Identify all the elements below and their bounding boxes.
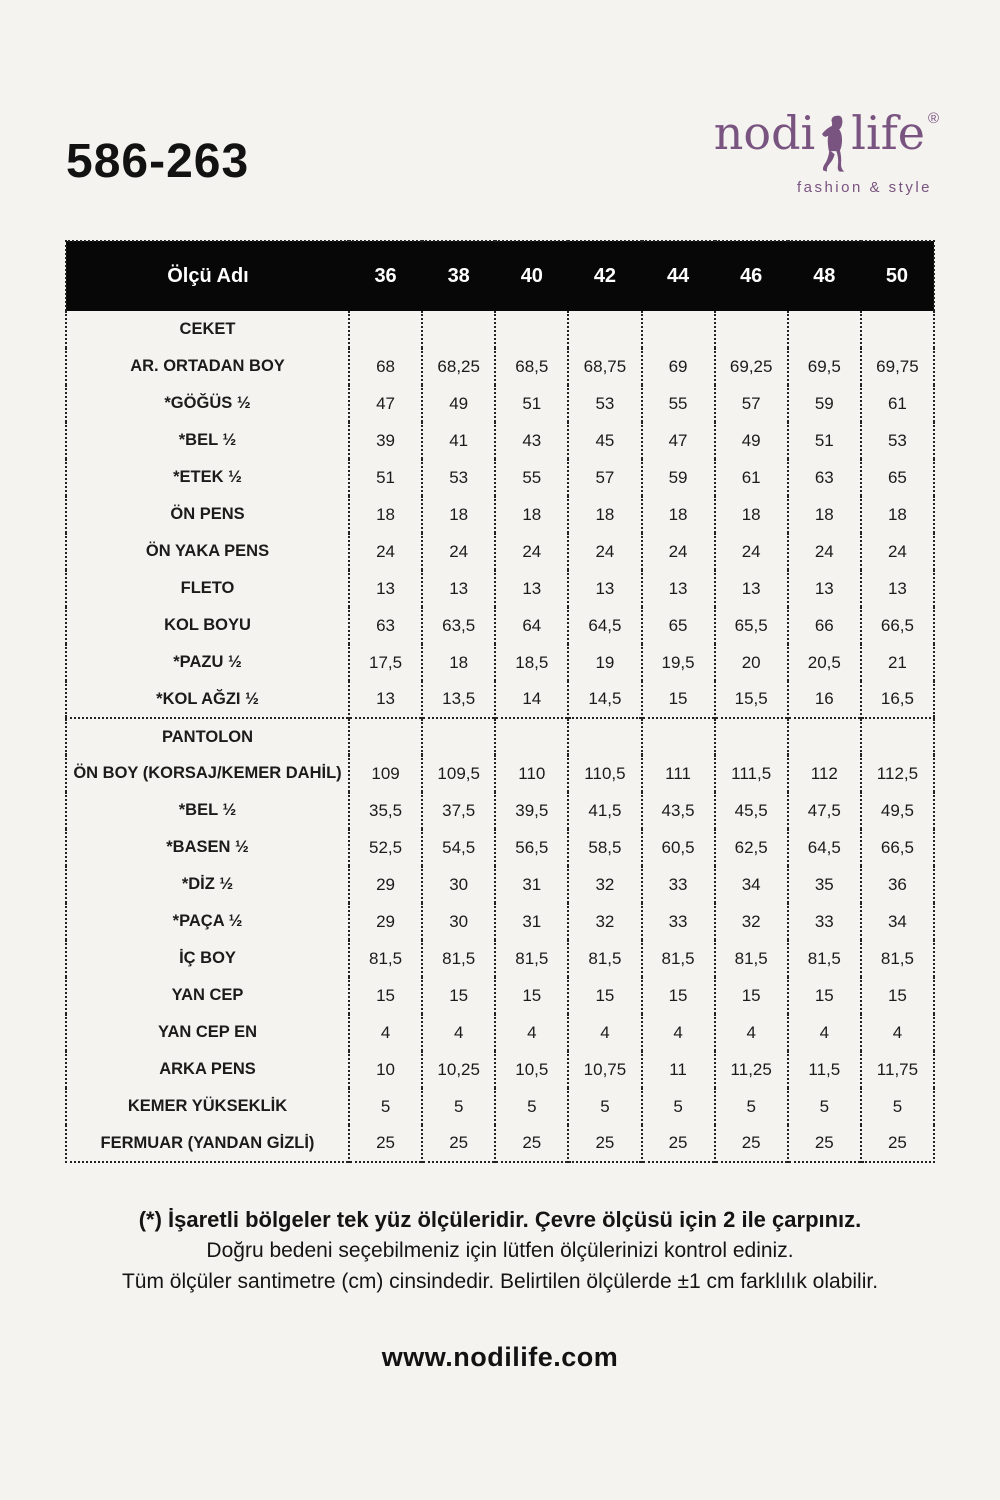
measurement-value: 33 xyxy=(788,903,861,940)
measurement-value: 68 xyxy=(349,348,422,385)
measurement-value: 43,5 xyxy=(642,792,715,829)
measurement-value: 18 xyxy=(422,644,495,681)
measurement-label: AR. ORTADAN BOY xyxy=(130,357,285,375)
size-table-header xyxy=(66,241,934,311)
measurement-value: 25 xyxy=(642,1125,715,1162)
measurement-row xyxy=(66,385,934,422)
measurement-value: 61 xyxy=(861,385,934,422)
measurement-value: 47 xyxy=(642,422,715,459)
measurement-value: 64,5 xyxy=(788,829,861,866)
measurement-row xyxy=(66,681,934,718)
measurement-value: 18 xyxy=(861,496,934,533)
measurement-value: 81,5 xyxy=(861,940,934,977)
measurement-value: 51 xyxy=(788,422,861,459)
measurement-value: 32 xyxy=(568,903,641,940)
measurement-value: 17,5 xyxy=(349,644,422,681)
measurement-value: 49 xyxy=(715,422,788,459)
measurement-value: 81,5 xyxy=(349,940,422,977)
measurement-value: 35,5 xyxy=(349,792,422,829)
measurement-value: 43 xyxy=(495,422,568,459)
size-column-header: 50 xyxy=(885,265,909,287)
measurement-label: *DİZ ½ xyxy=(181,875,234,893)
measurement-notes xyxy=(0,1204,1000,1297)
measurement-value: 24 xyxy=(349,533,422,570)
size-table-body xyxy=(66,311,934,1162)
measurement-value: 5 xyxy=(715,1088,788,1125)
measurement-value: 14 xyxy=(495,681,568,718)
logo-text-life: life xyxy=(851,106,925,160)
measurement-value: 112 xyxy=(788,755,861,792)
measurement-value: 37,5 xyxy=(422,792,495,829)
measurement-value: 110,5 xyxy=(568,755,641,792)
measurement-value: 5 xyxy=(349,1088,422,1125)
product-code: 586-263 xyxy=(66,135,250,188)
measurement-value: 59 xyxy=(788,385,861,422)
measurement-label: KOL BOYU xyxy=(164,616,251,634)
measurement-value: 11,25 xyxy=(715,1051,788,1088)
measurement-value: 13 xyxy=(788,570,861,607)
measurement-label: ÖN PENS xyxy=(170,505,245,523)
measurement-value: 25 xyxy=(422,1125,495,1162)
measurement-value: 64,5 xyxy=(568,607,641,644)
measurement-label: *PAÇA ½ xyxy=(172,912,243,930)
measurement-row xyxy=(66,977,934,1014)
measurement-value: 63 xyxy=(349,607,422,644)
measurement-value: 4 xyxy=(568,1014,641,1051)
measurement-value: 39,5 xyxy=(495,792,568,829)
measurement-row xyxy=(66,940,934,977)
logo-text-nodi: nodi xyxy=(713,106,816,160)
measurement-value: 24 xyxy=(495,533,568,570)
note-asterisk-explanation: (*) İşaretli bölgeler tek yüz ölçüleridir. Çevre ölçüsü için 2 ile çarpınız. xyxy=(138,1207,862,1232)
measurement-label: FERMUAR (YANDAN GİZLİ) xyxy=(100,1133,315,1152)
measurement-value: 18,5 xyxy=(495,644,568,681)
woman-silhouette-icon xyxy=(818,110,850,182)
measurement-label: *BASEN ½ xyxy=(166,838,249,856)
measurement-label: ÖN YAKA PENS xyxy=(145,542,270,560)
measurement-value: 55 xyxy=(495,459,568,496)
measurement-value: 54,5 xyxy=(422,829,495,866)
measurement-value: 15 xyxy=(715,977,788,1014)
measurement-value: 10,75 xyxy=(568,1051,641,1088)
measurement-value: 63,5 xyxy=(422,607,495,644)
measurement-value: 69 xyxy=(642,348,715,385)
measurement-value: 47 xyxy=(349,385,422,422)
measurement-value: 15 xyxy=(788,977,861,1014)
measurement-value: 18 xyxy=(715,496,788,533)
measurement-value: 32 xyxy=(568,866,641,903)
size-column-header: 40 xyxy=(520,265,543,287)
empty-cell xyxy=(861,718,934,755)
measurement-value: 4 xyxy=(861,1014,934,1051)
measurement-value: 5 xyxy=(568,1088,641,1125)
measurement-value: 5 xyxy=(495,1088,568,1125)
measurement-value: 35 xyxy=(788,866,861,903)
empty-cell xyxy=(642,718,715,755)
size-measurement-table xyxy=(65,240,935,1163)
logo-tagline: fashion & style xyxy=(796,179,932,196)
measurement-value: 15 xyxy=(568,977,641,1014)
measurement-value: 13 xyxy=(422,570,495,607)
measurement-value: 10 xyxy=(349,1051,422,1088)
measurement-value: 59 xyxy=(642,459,715,496)
empty-cell xyxy=(495,718,568,755)
measurement-value: 65,5 xyxy=(715,607,788,644)
size-column-header: 46 xyxy=(740,265,763,287)
measurement-value: 18 xyxy=(422,496,495,533)
measurement-value: 63 xyxy=(788,459,861,496)
measurement-value: 4 xyxy=(788,1014,861,1051)
measurement-row xyxy=(66,1125,934,1162)
measurement-value: 10,25 xyxy=(422,1051,495,1088)
measurement-value: 10,5 xyxy=(495,1051,568,1088)
measurement-value: 21 xyxy=(861,644,934,681)
measurement-value: 14,5 xyxy=(568,681,641,718)
section-title-row xyxy=(66,718,934,755)
measurement-value: 30 xyxy=(422,903,495,940)
measurement-value: 29 xyxy=(349,866,422,903)
measurement-value: 52,5 xyxy=(349,829,422,866)
measurement-value: 4 xyxy=(422,1014,495,1051)
measurement-name-column-header: Ölçü Adı xyxy=(167,265,249,287)
measurement-value: 57 xyxy=(568,459,641,496)
measurement-value: 110 xyxy=(495,755,568,792)
measurement-value: 68,75 xyxy=(568,348,641,385)
measurement-value: 58,5 xyxy=(568,829,641,866)
measurement-value: 81,5 xyxy=(788,940,861,977)
measurement-value: 18 xyxy=(349,496,422,533)
note-check-measurements: Doğru bedeni seçebilmeniz için lütfen ölçülerinizi kontrol ediniz. xyxy=(206,1239,794,1262)
measurement-value: 4 xyxy=(495,1014,568,1051)
measurement-row xyxy=(66,422,934,459)
measurement-row xyxy=(66,1051,934,1088)
measurement-value: 109,5 xyxy=(422,755,495,792)
measurement-value: 16 xyxy=(788,681,861,718)
measurement-value: 45 xyxy=(568,422,641,459)
measurement-value: 65 xyxy=(861,459,934,496)
measurement-row xyxy=(66,459,934,496)
measurement-value: 5 xyxy=(422,1088,495,1125)
measurement-value: 81,5 xyxy=(495,940,568,977)
measurement-value: 15 xyxy=(422,977,495,1014)
measurement-value: 20 xyxy=(715,644,788,681)
measurement-value: 18 xyxy=(788,496,861,533)
measurement-label: YAN CEP EN xyxy=(157,1023,258,1041)
measurement-value: 13 xyxy=(495,570,568,607)
measurement-value: 33 xyxy=(642,903,715,940)
measurement-value: 25 xyxy=(715,1125,788,1162)
measurement-value: 69,25 xyxy=(715,348,788,385)
empty-cell xyxy=(715,311,788,348)
measurement-value: 109 xyxy=(349,755,422,792)
measurement-label: YAN CEP xyxy=(171,986,244,1004)
measurement-label: *ETEK ½ xyxy=(173,468,242,486)
measurement-label: İÇ BOY xyxy=(179,949,236,967)
measurement-row xyxy=(66,496,934,533)
measurement-value: 20,5 xyxy=(788,644,861,681)
size-table-header-row xyxy=(66,241,934,311)
measurement-value: 32 xyxy=(715,903,788,940)
measurement-value: 24 xyxy=(788,533,861,570)
section-title-row xyxy=(66,311,934,348)
measurement-value: 25 xyxy=(495,1125,568,1162)
measurement-row xyxy=(66,570,934,607)
measurement-row xyxy=(66,607,934,644)
measurement-value: 25 xyxy=(349,1125,422,1162)
empty-cell xyxy=(642,311,715,348)
empty-cell xyxy=(422,311,495,348)
measurement-row xyxy=(66,829,934,866)
measurement-value: 13,5 xyxy=(422,681,495,718)
size-column-header: 36 xyxy=(374,265,397,287)
measurement-value: 13 xyxy=(349,681,422,718)
measurement-label: *KOL AĞZI ½ xyxy=(156,689,259,708)
measurement-value: 39 xyxy=(349,422,422,459)
measurement-value: 25 xyxy=(788,1125,861,1162)
measurement-value: 24 xyxy=(422,533,495,570)
measurement-value: 64 xyxy=(495,607,568,644)
measurement-value: 25 xyxy=(568,1125,641,1162)
measurement-value: 47,5 xyxy=(788,792,861,829)
measurement-value: 55 xyxy=(642,385,715,422)
measurement-value: 66,5 xyxy=(861,829,934,866)
measurement-row xyxy=(66,348,934,385)
measurement-value: 49,5 xyxy=(861,792,934,829)
measurement-value: 53 xyxy=(568,385,641,422)
measurement-value: 81,5 xyxy=(642,940,715,977)
measurement-label: FLETO xyxy=(180,579,235,597)
measurement-value: 19 xyxy=(568,644,641,681)
empty-cell xyxy=(568,311,641,348)
empty-cell xyxy=(349,718,422,755)
size-column-header: 42 xyxy=(593,265,617,287)
measurement-value: 31 xyxy=(495,903,568,940)
measurement-label: ÖN BOY (KORSAJ/KEMER DAHİL) xyxy=(73,764,342,782)
empty-cell xyxy=(495,311,568,348)
measurement-value: 69,5 xyxy=(788,348,861,385)
size-column-header: 48 xyxy=(813,265,836,287)
measurement-label: KEMER YÜKSEKLİK xyxy=(127,1097,288,1115)
measurement-row xyxy=(66,644,934,681)
measurement-value: 112,5 xyxy=(861,755,934,792)
measurement-label: *BEL ½ xyxy=(178,431,237,449)
measurement-value: 81,5 xyxy=(568,940,641,977)
measurement-value: 69,75 xyxy=(861,348,934,385)
measurement-value: 13 xyxy=(349,570,422,607)
measurement-value: 16,5 xyxy=(861,681,934,718)
measurement-value: 5 xyxy=(642,1088,715,1125)
measurement-value: 24 xyxy=(568,533,641,570)
measurement-value: 30 xyxy=(422,866,495,903)
measurement-value: 24 xyxy=(715,533,788,570)
brand-logo-wordmark xyxy=(713,106,939,176)
empty-cell xyxy=(788,718,861,755)
measurement-row xyxy=(66,755,934,792)
section-title: PANTOLON xyxy=(66,718,349,755)
measurement-value: 45,5 xyxy=(715,792,788,829)
measurement-value: 57 xyxy=(715,385,788,422)
section-title: CEKET xyxy=(179,320,236,338)
measurement-value: 81,5 xyxy=(715,940,788,977)
measurement-value: 81,5 xyxy=(422,940,495,977)
measurement-value: 4 xyxy=(349,1014,422,1051)
empty-cell xyxy=(349,311,422,348)
measurement-value: 18 xyxy=(642,496,715,533)
measurement-row xyxy=(66,1088,934,1125)
measurement-value: 18 xyxy=(568,496,641,533)
measurement-value: 15 xyxy=(861,977,934,1014)
measurement-value: 5 xyxy=(788,1088,861,1125)
measurement-value: 111 xyxy=(642,755,715,792)
measurement-row xyxy=(66,792,934,829)
measurement-value: 53 xyxy=(422,459,495,496)
measurement-value: 68,25 xyxy=(422,348,495,385)
measurement-value: 34 xyxy=(861,903,934,940)
measurement-value: 24 xyxy=(861,533,934,570)
website-url: www.nodilife.com xyxy=(381,1342,619,1372)
measurement-value: 33 xyxy=(642,866,715,903)
measurement-value: 19,5 xyxy=(642,644,715,681)
measurement-label: ARKA PENS xyxy=(159,1060,256,1078)
measurement-value: 66 xyxy=(788,607,861,644)
measurement-value: 15 xyxy=(349,977,422,1014)
measurement-value: 13 xyxy=(861,570,934,607)
brand-logo xyxy=(713,106,939,196)
measurement-row xyxy=(66,1014,934,1051)
measurement-value: 41 xyxy=(422,422,495,459)
measurement-value: 36 xyxy=(861,866,934,903)
measurement-value: 15,5 xyxy=(715,681,788,718)
empty-cell xyxy=(422,718,495,755)
measurement-value: 4 xyxy=(715,1014,788,1051)
empty-cell xyxy=(568,718,641,755)
measurement-value: 11 xyxy=(642,1051,715,1088)
empty-cell xyxy=(788,311,861,348)
measurement-value: 62,5 xyxy=(715,829,788,866)
measurement-value: 68,5 xyxy=(495,348,568,385)
measurement-value: 15 xyxy=(642,681,715,718)
measurement-value: 24 xyxy=(642,533,715,570)
measurement-label: *PAZU ½ xyxy=(173,653,242,671)
measurement-label: *GÖĞÜS ½ xyxy=(164,394,251,412)
measurement-value: 13 xyxy=(642,570,715,607)
measurement-value: 61 xyxy=(715,459,788,496)
size-column-header: 38 xyxy=(447,265,470,287)
measurement-value: 41,5 xyxy=(568,792,641,829)
measurement-value: 4 xyxy=(642,1014,715,1051)
size-column-header: 44 xyxy=(666,265,690,287)
measurement-row xyxy=(66,533,934,570)
measurement-value: 31 xyxy=(495,866,568,903)
measurement-value: 29 xyxy=(349,903,422,940)
measurement-value: 15 xyxy=(642,977,715,1014)
measurement-row xyxy=(66,866,934,903)
measurement-value: 18 xyxy=(495,496,568,533)
measurement-value: 13 xyxy=(715,570,788,607)
measurement-value: 15 xyxy=(495,977,568,1014)
measurement-value: 49 xyxy=(422,385,495,422)
measurement-value: 34 xyxy=(715,866,788,903)
measurement-value: 11,5 xyxy=(788,1051,861,1088)
measurement-row xyxy=(66,903,934,940)
empty-cell xyxy=(861,311,934,348)
measurement-value: 11,75 xyxy=(861,1051,934,1088)
measurement-value: 53 xyxy=(861,422,934,459)
measurement-value: 13 xyxy=(568,570,641,607)
measurement-value: 66,5 xyxy=(861,607,934,644)
measurement-value: 25 xyxy=(861,1125,934,1162)
measurement-value: 5 xyxy=(861,1088,934,1125)
measurement-value: 60,5 xyxy=(642,829,715,866)
registered-trademark-symbol: ® xyxy=(927,110,939,127)
measurement-label: *BEL ½ xyxy=(178,801,237,819)
note-units-tolerance: Tüm ölçüler santimetre (cm) cinsindedir. Belirtilen ölçülerde ±1 cm farklılık olabilir. xyxy=(121,1270,879,1293)
measurement-value: 65 xyxy=(642,607,715,644)
empty-cell xyxy=(715,718,788,755)
measurement-value: 51 xyxy=(349,459,422,496)
measurement-value: 56,5 xyxy=(495,829,568,866)
measurement-value: 111,5 xyxy=(715,755,788,792)
measurement-value: 51 xyxy=(495,385,568,422)
